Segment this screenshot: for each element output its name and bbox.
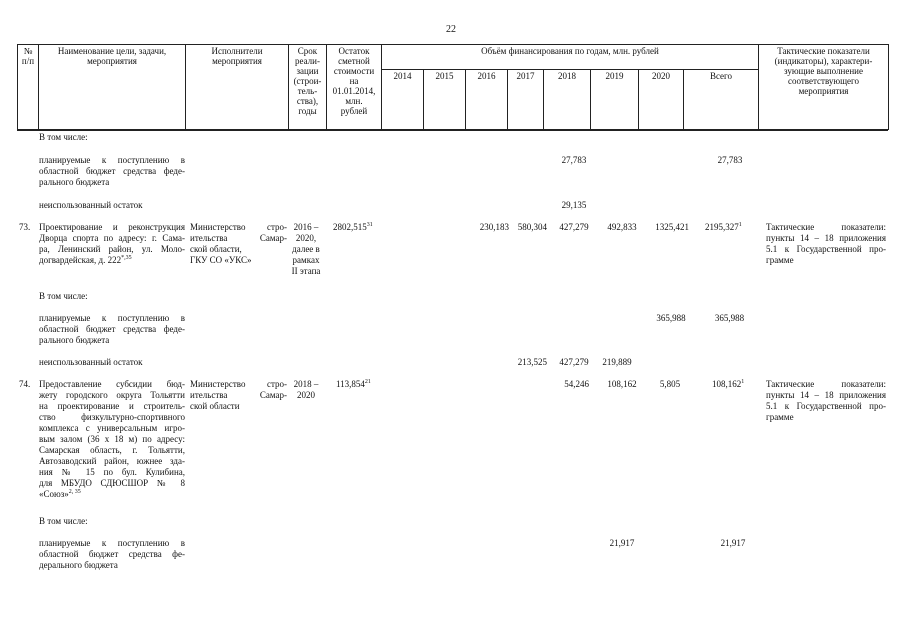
row-executor: Министерство стро- ительства Самар- ской области, ГКУ СО «УКС» xyxy=(190,222,287,265)
value-2016: 230,183 xyxy=(479,222,509,232)
header-name: Наименование цели, задачи, мероприятия xyxy=(39,45,186,130)
row-name: Предоставление субсидии бюд- жету городского округа Тольятти на проектирование и строитель- ство физкультурно-спортивного комплекса с универсальным игро- вым залом (36 х 18 м) по адресу: Самарская область, г. Тольятти, Автозаводский район, южнее зда- ния № 15 по бул. Кулибина, для МБУДО СДЮСШОР № 8 «Союз»$^{2, 35}$ xyxy=(39,379,185,499)
row-term: 2018 – 2020 xyxy=(293,379,319,400)
row-number: 74. xyxy=(19,379,31,389)
sub-label: В том числе: xyxy=(39,132,88,142)
header-year: 2014 xyxy=(382,70,424,130)
header-year: 2020 xyxy=(639,70,684,130)
planned-federal-label: планируемые к поступлению в областной бюджет средства феде- рального бюджета xyxy=(39,155,185,187)
header-year: 2017 xyxy=(508,70,544,130)
header-year-total: Всего xyxy=(684,70,759,130)
page-number: 22 xyxy=(446,24,456,35)
value-total: 27,783 xyxy=(717,155,743,165)
row-name: Проектирование и реконструкция Дворца спорта по адресу: г. Сама- ра, Ленинский район, ул. Моло- догвардейская, д. $222^{*,35}$ xyxy=(39,222,185,265)
value-2018: 427,279 xyxy=(559,357,589,367)
unused-balance-label: неиспользованный остаток xyxy=(39,200,143,210)
header-exec: Исполнители мероприятия xyxy=(186,45,289,130)
header-year: 2016 xyxy=(466,70,508,130)
row-indicators: Тактические показатели: пункты 14 – 18 приложения 5.1 к Государственной про- грамме xyxy=(766,222,886,265)
header-year: 2018 xyxy=(544,70,591,130)
header-financing: Объём финансирования по годам, млн. рублей xyxy=(382,45,759,70)
value-total: 21,917 xyxy=(720,538,746,548)
value-2019: 21,917 xyxy=(609,538,635,548)
header-indicators: Тактические показатели (индикаторы), характери- зующие выполнение соответствующего мероприятия xyxy=(759,45,889,130)
value-total: 365,988 xyxy=(714,313,745,323)
value-2020: 5,805 xyxy=(659,379,681,389)
value-2020: 1325,421 xyxy=(655,222,689,232)
value-2019: 108,162 xyxy=(607,379,637,389)
header-year: 2015 xyxy=(424,70,466,130)
value-2018: 27,783 xyxy=(561,155,587,165)
header-bottom-rule xyxy=(17,130,888,131)
header-year: 2019 xyxy=(591,70,639,130)
table-header xyxy=(17,44,889,130)
header-rest: Остаток сметной стоимости на 01.01.2014, млн. рублей xyxy=(327,45,382,130)
value-2020: 365,988 xyxy=(656,313,686,323)
header-num: № п/п xyxy=(18,45,39,130)
value-2018: 427,279 xyxy=(559,222,589,232)
value-2019: 219,889 xyxy=(602,357,632,367)
row-number: 73. xyxy=(19,222,31,232)
value-total: 108,162$^1$ xyxy=(712,379,745,389)
row-rest: 2802,515$^{31}$ xyxy=(333,222,373,232)
row-term: 2016 – 2020, далее в рамках II этапа xyxy=(291,222,321,276)
sub-label: В том числе: xyxy=(39,291,88,301)
row-rest: 113,854$^{21}$ xyxy=(336,379,371,389)
unused-balance-label: неиспользованный остаток xyxy=(39,357,143,367)
planned-federal-label: планируемые к поступлению в областной бюджет средства феде- рального бюджета xyxy=(39,313,185,345)
value-total: 2195,327$^1$ xyxy=(705,222,742,232)
row-executor: Министерство стро- ительства Самар- ской области xyxy=(190,379,287,411)
value-2019: 492,833 xyxy=(607,222,637,232)
value-2018: 29,135 xyxy=(561,200,587,210)
value-2017: 580,304 xyxy=(517,222,547,232)
value-2017: 213,525 xyxy=(517,357,547,367)
planned-federal-label: планируемые к поступлению в областной бюджет средства фе- дерального бюджета xyxy=(39,538,185,570)
sub-label: В том числе: xyxy=(39,516,88,526)
value-2018: 54,246 xyxy=(564,379,589,389)
row-indicators: Тактические показатели: пункты 14 – 18 приложения 5.1 к Государственной про- грамме xyxy=(766,379,886,422)
header-term: Срок реали- зации (строи- тель- ства), годы xyxy=(289,45,327,130)
